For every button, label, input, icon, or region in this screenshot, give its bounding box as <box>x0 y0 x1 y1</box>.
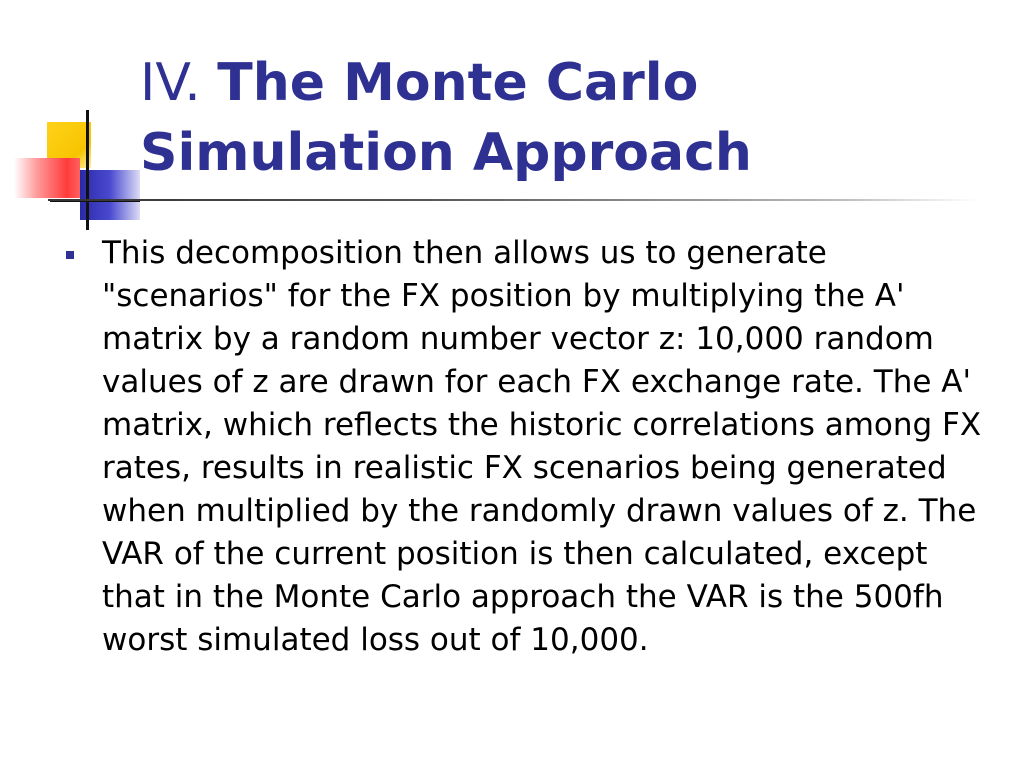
red-square <box>14 158 80 198</box>
slide-title <box>140 48 1000 188</box>
title-number: IV. <box>140 53 201 113</box>
logo-vertical-line <box>86 110 89 230</box>
decorative-logo-squares <box>0 100 150 240</box>
bullet-square-icon <box>66 251 74 259</box>
bullet-paragraph: This decomposition then allows us to generate "scenarios" for the FX position by multiplying the A' matrix by a random number vector z: 10,000 random values of z are drawn for each FX exchange rate. The A' matrix, which reflects the historic correlations among FX rates, results in realistic FX scenarios being generated when multiplied by the randomly drawn values of z. The VAR of the current position is then calculated, except that in the Monte Carlo approach the VAR is the 500fh worst simulated loss out of 10,000. <box>102 235 982 658</box>
title-text: The Monte Carlo Simulation Approach <box>140 53 752 183</box>
blue-square <box>80 170 140 220</box>
title-divider <box>48 199 978 201</box>
